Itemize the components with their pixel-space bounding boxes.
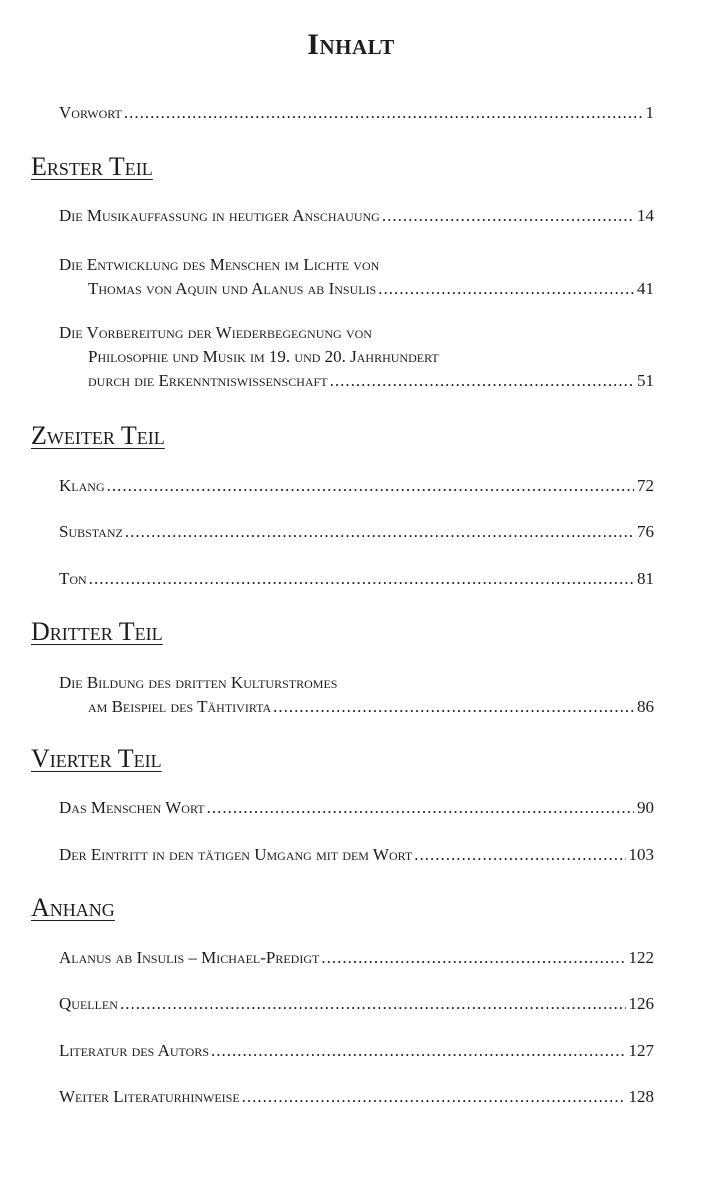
part-heading-anhang[interactable]: Anhang	[31, 893, 115, 922]
toc-entry-label: Die Entwicklung des Menschen im Lichte von	[59, 255, 380, 274]
part-heading-erster-teil[interactable]: Erster Teil	[31, 152, 153, 181]
dot-leader	[207, 796, 634, 820]
dot-leader	[321, 946, 625, 970]
dot-leader	[330, 369, 634, 393]
toc-page-number: 76	[637, 522, 654, 541]
toc-entry-label: Der Eintritt in den tätigen Umgang mit dem Wort	[59, 845, 413, 864]
part-heading-dritter-teil[interactable]: Dritter Teil	[31, 617, 163, 646]
toc-entry-label-continued: durch die Erkenntniswissenschaft	[88, 371, 328, 390]
toc-page-number: 51	[637, 371, 654, 390]
toc-page-number: 14	[637, 206, 654, 225]
toc-entry-label: Das Menschen Wort	[59, 798, 205, 817]
dot-leader	[242, 1085, 626, 1109]
dot-leader	[273, 695, 634, 719]
toc-page-number: 72	[637, 476, 654, 495]
dot-leader	[382, 204, 634, 228]
dot-leader	[125, 520, 634, 544]
page-title: Inhalt	[307, 28, 395, 61]
dot-leader	[107, 474, 634, 498]
toc-page-number: 86	[637, 697, 654, 716]
toc-entry[interactable]	[59, 1039, 654, 1063]
toc-page-number: 128	[628, 1087, 654, 1106]
toc-entry[interactable]	[59, 843, 654, 867]
dot-leader	[120, 992, 626, 1016]
toc-entry[interactable]	[59, 474, 654, 498]
toc-entry-label: Quellen	[59, 994, 118, 1013]
dot-leader	[378, 277, 634, 301]
toc-entry[interactable]	[59, 992, 654, 1016]
dot-leader	[211, 1039, 625, 1063]
toc-page-number: 126	[628, 994, 654, 1013]
toc-entry-label-continued: am Beispiel des Tähtivirta	[88, 697, 272, 716]
dot-leader	[89, 567, 634, 591]
toc-entry-label: Literatur des Autors	[59, 1041, 210, 1060]
toc-entry[interactable]	[59, 796, 654, 820]
toc-entry-label: Substanz	[59, 522, 123, 541]
toc-entry[interactable]	[59, 204, 654, 228]
toc-page-number: 41	[637, 279, 654, 298]
part-heading-zweiter-teil[interactable]: Zweiter Teil	[31, 421, 165, 450]
toc-entry[interactable]	[59, 671, 654, 719]
toc-entry[interactable]	[59, 520, 654, 544]
toc-entry-label: Ton	[59, 569, 87, 588]
toc-entry-label-continued: Philosophie und Musik im 19. und 20. Jahrhundert	[88, 347, 439, 366]
toc-page-number: 1	[645, 103, 654, 122]
toc-page-number: 122	[628, 948, 654, 967]
toc-entry-label: Alanus ab Insulis – Michael-Predigt	[59, 948, 320, 967]
dot-leader	[124, 101, 643, 125]
toc-entry-label: Die Bildung des dritten Kulturstromes	[59, 673, 338, 692]
toc-page-number: 81	[637, 569, 654, 588]
toc-page-number: 103	[628, 845, 654, 864]
toc-entry-label: Die Vorbereitung der Wiederbegegnung von	[59, 323, 372, 342]
toc-entry-label: Klang	[59, 476, 105, 495]
part-heading-vierter-teil[interactable]: Vierter Teil	[31, 744, 162, 773]
toc-entry[interactable]	[59, 321, 654, 393]
toc-entry-label: Vorwort	[59, 103, 122, 122]
toc-entry-vorwort[interactable]	[59, 101, 654, 125]
toc-entry[interactable]	[59, 946, 654, 970]
toc-entry-label-continued: Thomas von Aquin und Alanus ab Insulis	[88, 279, 377, 298]
toc-entry[interactable]	[59, 1085, 654, 1109]
toc-page-number: 90	[637, 798, 654, 817]
toc-entry-label: Die Musikauffassung in heutiger Anschauung	[59, 206, 380, 225]
dot-leader	[414, 843, 625, 867]
toc-entry[interactable]	[59, 253, 654, 301]
toc-entry-label: Weiter Literaturhinweise	[59, 1087, 240, 1106]
toc-entry[interactable]	[59, 567, 654, 591]
toc-page-number: 127	[628, 1041, 654, 1060]
